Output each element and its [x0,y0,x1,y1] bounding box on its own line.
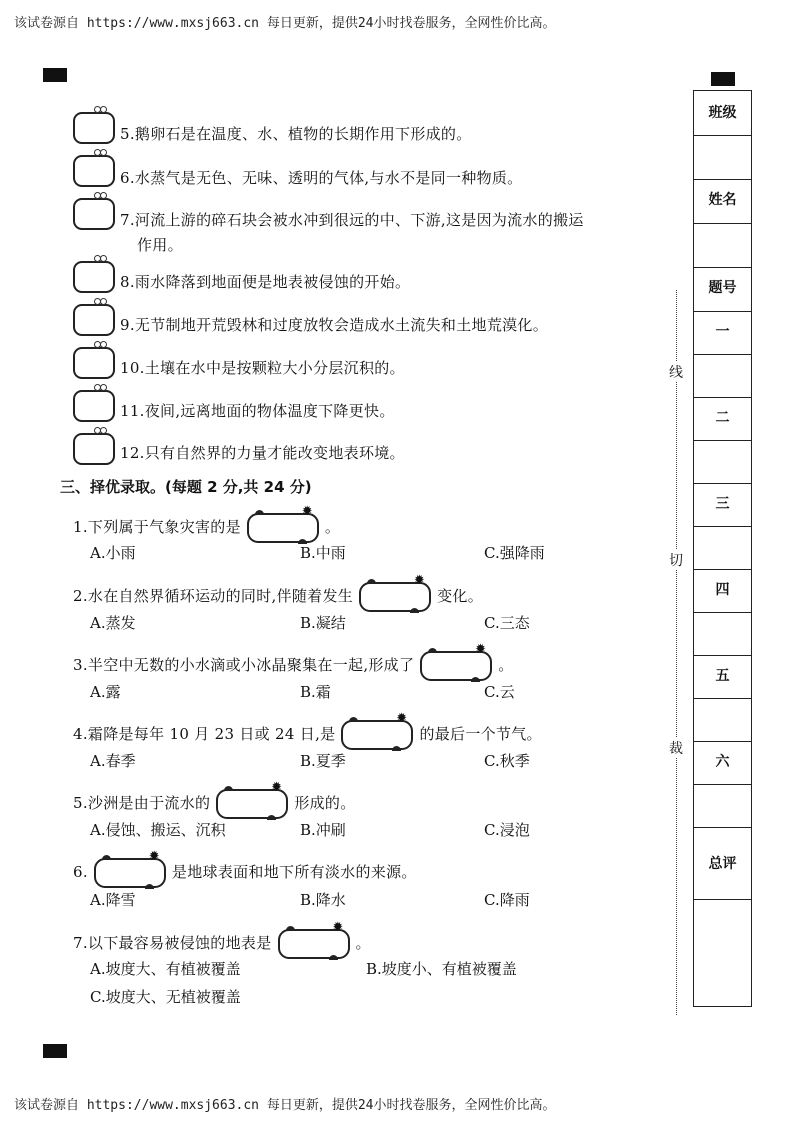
answer-box-7[interactable] [73,198,115,230]
sun-icon: ✹ [271,780,283,795]
q5-option-b: B.冲刷 [300,821,346,839]
registration-mark-top-right [711,72,735,86]
question-2-stem: 2.水在自然界循环运动的同时,伴随着发生 [73,587,354,605]
q6-option-c: C.降雨 [484,891,530,909]
table-cell-score-5[interactable] [694,698,751,741]
sun-icon: ✹ [475,642,487,657]
q4-option-b: B.夏季 [300,752,346,770]
question-4-tail: 的最后一个节气。 [419,725,542,743]
q6-option-a: A.降雪 [90,891,136,909]
sun-icon: ✹ [396,711,408,726]
table-cell-score-3[interactable] [694,526,751,569]
question-7 [73,920,371,959]
answer-box-5[interactable] [73,112,115,144]
question-7-tail: 。 [355,934,371,952]
q7-option-a: A.坡度大、有植被覆盖 [90,960,241,978]
table-cell-class-value[interactable] [694,135,751,179]
table-cell-section-6: 六 [694,741,751,784]
q1-option-a: A.小雨 [90,544,136,562]
question-4 [73,711,542,750]
sun-icon: ✹ [148,849,160,864]
question-3 [73,642,514,681]
cloud-icon [255,510,264,515]
question-2-tail: 变化。 [437,587,483,605]
tf-item-11: 11.夜间,远离地面的物体温度下降更快。 [120,402,395,420]
q3-option-b: B.霜 [300,683,331,701]
answer-blank-2[interactable] [359,573,431,612]
answer-box-9[interactable] [73,304,115,336]
cloud-icon [286,926,295,931]
registration-mark-top-left [43,68,67,82]
tf-item-6: 6.水蒸气是无色、无味、透明的气体,与水不是同一种物质。 [120,169,523,187]
table-cell-score-4[interactable] [694,612,751,655]
registration-mark-bottom-left [43,1044,67,1058]
cut-line [676,290,677,1015]
tf-item-5: 5.鹅卵石是在温度、水、植物的长期作用下形成的。 [120,125,472,143]
cloud-icon [410,608,419,613]
tf-item-9: 9.无节制地开荒毁林和过度放牧会造成水土流失和土地荒漠化。 [120,316,549,334]
sun-icon: ✹ [332,920,344,935]
tf-item-12: 12.只有自然界的力量才能改变地表环境。 [120,444,405,462]
q3-option-a: A.露 [90,683,121,701]
answer-blank-5[interactable] [216,780,288,819]
cut-line-char-xian: 线 [666,362,686,382]
answer-blank-3[interactable] [420,642,492,681]
question-3-tail: 。 [498,656,514,674]
question-1-tail: 。 [324,518,341,536]
answer-box-12[interactable] [73,433,115,465]
q2-option-c: C.三态 [484,614,530,632]
q7-option-c: C.坡度大、无植被覆盖 [90,988,241,1006]
question-4-stem: 4.霜降是每年 10 月 23 日或 24 日,是 [73,725,336,743]
question-3-stem: 3.半空中无数的小水滴或小冰晶聚集在一起,形成了 [73,656,415,674]
q5-option-c: C.浸泡 [484,821,530,839]
table-cell-score-2[interactable] [694,440,751,483]
question-5-stem: 5.沙洲是由于流水的 [73,794,211,812]
q2-option-a: A.蒸发 [90,614,136,632]
answer-box-6[interactable] [73,155,115,187]
student-info-table [693,90,752,1007]
q1-option-b: B.中雨 [300,544,346,562]
answer-box-8[interactable] [73,261,115,293]
cut-line-char-qie: 切 [666,550,686,570]
cloud-icon [367,579,376,584]
cloud-icon [267,815,276,820]
table-cell-section-1: 一 [694,311,751,354]
question-1-stem: 1.下列属于气象灾害的是 [73,518,241,536]
question-2 [73,573,483,612]
cloud-icon [224,786,233,791]
q4-option-a: A.春季 [90,752,136,770]
tf-item-8: 8.雨水降落到地面便是地表被侵蚀的开始。 [120,273,411,291]
q7-option-b: B.坡度小、有植被覆盖 [366,960,517,978]
cloud-icon [349,717,358,722]
answer-box-10[interactable] [73,347,115,379]
tf-item-7-continued: 作用。 [137,236,183,254]
table-cell-section-5: 五 [694,655,751,698]
q6-option-b: B.降水 [300,891,346,909]
answer-blank-6[interactable] [94,849,166,888]
cloud-icon [145,884,154,889]
answer-blank-1[interactable] [247,504,319,543]
table-cell-score-6[interactable] [694,784,751,827]
cloud-icon [471,677,480,682]
sun-icon: ✹ [413,573,426,588]
table-cell-name-label: 姓名 [694,179,751,223]
question-6-tail: 是地球表面和地下所有淡水的来源。 [171,863,417,881]
q2-option-b: B.凝结 [300,614,346,632]
question-6 [73,849,417,888]
tf-item-7: 7.河流上游的碎石块会被水冲到很远的中、下游,这是因为流水的搬运 [120,211,584,229]
answer-blank-4[interactable] [341,711,413,750]
q3-option-c: C.云 [484,683,515,701]
page-footer: 该试卷源自 https://www.mxsj663.cn 每日更新，提供24小时找卷服务，全网性价比高。 [14,1098,556,1113]
table-cell-section-3: 三 [694,483,751,526]
table-cell-question-number-label: 题号 [694,267,751,311]
answer-blank-7[interactable] [278,920,350,959]
question-5 [73,780,356,819]
answer-box-11[interactable] [73,390,115,422]
table-cell-score-1[interactable] [694,354,751,397]
tf-item-10: 10.土壤在水中是按颗粒大小分层沉积的。 [120,359,405,377]
q1-option-c: C.强降雨 [484,544,545,562]
cloud-icon [102,855,111,860]
q4-option-c: C.秋季 [484,752,530,770]
table-cell-total-label: 总评 [694,827,751,899]
sun-icon: ✹ [301,504,313,519]
table-cell-total-value[interactable] [694,899,751,1004]
question-7-stem: 7.以下最容易被侵蚀的地表是 [73,934,272,952]
cloud-icon [428,648,437,653]
question-1 [73,504,341,543]
section-title: 三、择优录取。(每题 2 分,共 24 分) [60,478,312,496]
table-cell-section-4: 四 [694,569,751,612]
page-header: 该试卷源自 https://www.mxsj663.cn 每日更新，提供24小时找卷服务，全网性价比高。 [14,16,556,31]
question-6-stem: 6. [73,863,88,881]
q5-option-a: A.侵蚀、搬运、沉积 [90,821,226,839]
cut-line-char-cai: 裁 [666,738,686,758]
cloud-icon [392,746,401,751]
table-cell-class-label: 班级 [708,105,737,121]
table-cell-section-2: 二 [694,397,751,440]
cloud-icon [329,955,338,960]
table-cell-name-value[interactable] [694,223,751,267]
question-5-tail: 形成的。 [294,794,356,812]
